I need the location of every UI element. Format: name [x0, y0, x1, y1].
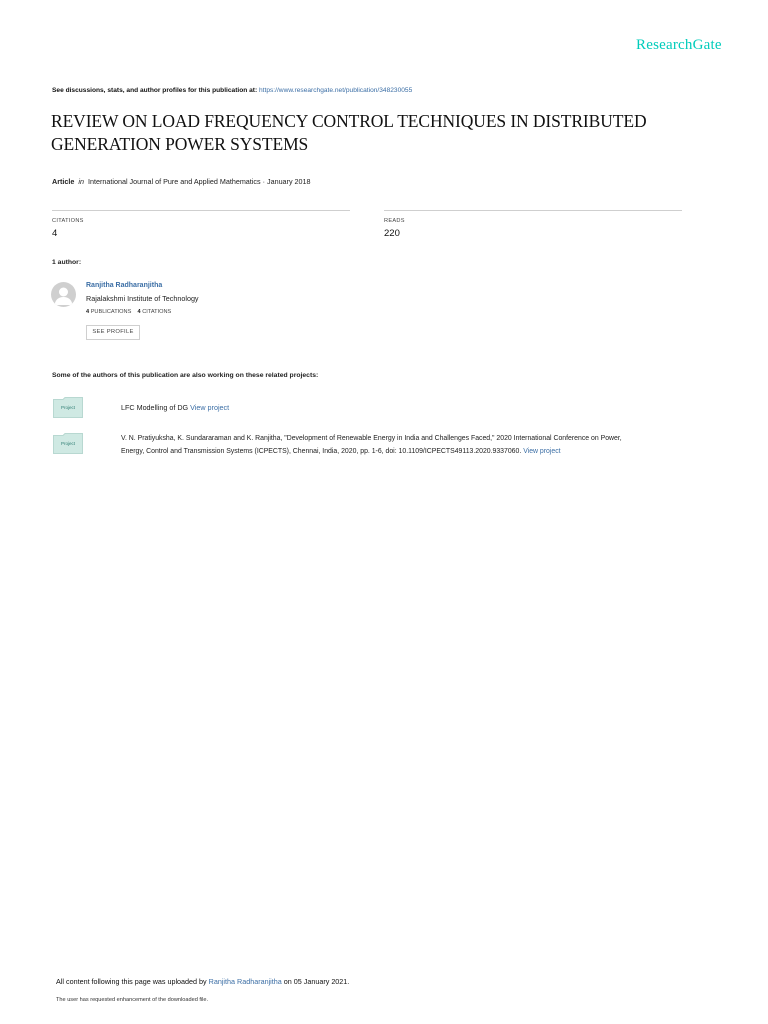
- upload-suffix: on 05 January 2021.: [281, 977, 350, 986]
- journal-date: International Journal of Pure and Applied Mathematics · January 2018: [87, 177, 311, 186]
- author-stats: [86, 309, 171, 315]
- upload-prefix: All content following this page was uploaded by: [56, 977, 209, 986]
- meta-in: in: [78, 177, 84, 186]
- project-item-1: [121, 401, 229, 414]
- project-2-line-2: Energy, Control and Transmission Systems (ICPECTS), Chennai, India, 2020, pp. 1-6, doi: 10.1109/ICPECTS49113.2020.9337060.: [121, 448, 524, 455]
- avatar[interactable]: [51, 282, 76, 307]
- title-line-1: REVIEW ON LOAD FREQUENCY CONTROL TECHNIQUES IN DISTRIBUTED: [51, 111, 647, 131]
- project-2-line-1: V. N. Pratiyuksha, K. Sundararaman and K. Ranjitha, "Development of Renewable Energy in India and Challenges Faced," 2020 International Conference on Power,: [121, 435, 622, 442]
- citations-label: CITATIONS: [52, 218, 84, 224]
- upload-note: [56, 977, 349, 986]
- related-projects-heading: Some of the authors of this publication are also working on these related projects:: [52, 372, 319, 379]
- author-citations-count: 4: [137, 309, 141, 315]
- author-name-link[interactable]: Ranjitha Radharanjitha: [86, 282, 163, 289]
- project-2-line-2-wrap: [121, 445, 741, 458]
- project-thumb-label: Project: [60, 405, 75, 410]
- authors-heading: 1 author:: [52, 259, 82, 266]
- project-thumb-label: Project: [60, 441, 75, 446]
- see-discussions-line: [52, 87, 412, 94]
- see-discussions-text: See discussions, stats, and author profiles for this publication at:: [52, 87, 260, 94]
- project-item-2: [121, 432, 741, 458]
- title-line-2: GENERATION POWER SYSTEMS: [51, 134, 309, 154]
- project-1-title: LFC Modelling of DG: [121, 403, 191, 412]
- reads-label: READS: [384, 218, 405, 224]
- see-profile-button[interactable]: SEE PROFILE: [86, 325, 140, 340]
- user-silhouette-icon: [51, 282, 76, 307]
- publication-url-link[interactable]: https://www.researchgate.net/publication/348230055: [259, 87, 413, 94]
- enhancement-note: The user has requested enhancement of the downloaded file.: [56, 997, 209, 1003]
- project-2-view-link[interactable]: View project: [523, 448, 561, 455]
- publication-meta: [52, 177, 311, 186]
- researchgate-logo[interactable]: ResearchGate: [636, 37, 722, 53]
- uploader-link[interactable]: Ranjitha Radharanjitha: [208, 977, 282, 986]
- publication-type: Article: [52, 177, 75, 186]
- project-thumbnail[interactable]: [53, 397, 83, 418]
- author-institution: Rajalakshmi Institute of Technology: [86, 294, 199, 303]
- author-citations-label: CITATIONS: [142, 309, 172, 315]
- author-publications-count: 4: [86, 309, 90, 315]
- citations-divider: [52, 210, 350, 211]
- citations-value: 4: [52, 228, 58, 239]
- project-thumbnail[interactable]: [53, 433, 83, 454]
- reads-divider: [384, 210, 682, 211]
- reads-value: 220: [384, 228, 400, 239]
- page-title: [51, 110, 731, 156]
- project-1-view-link[interactable]: View project: [190, 403, 230, 412]
- author-publications-label: PUBLICATIONS: [90, 309, 132, 315]
